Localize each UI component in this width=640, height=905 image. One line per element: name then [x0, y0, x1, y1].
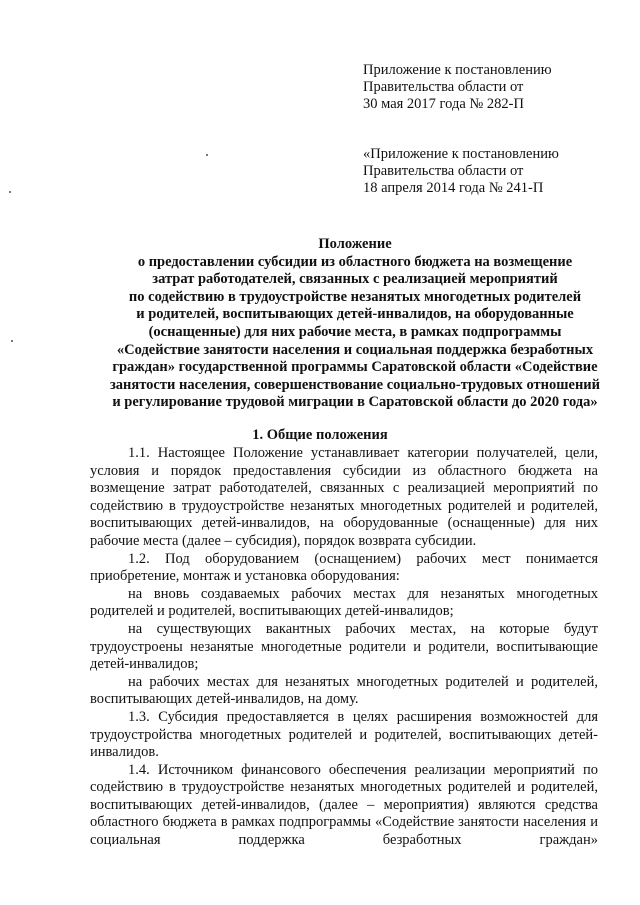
annex-current-reference: [363, 62, 552, 113]
annex-line: «Приложение к постановлению: [363, 146, 559, 162]
paragraph-1-1: 1.1. Настоящее Положение устанавливает категории получателей, цели, условия и порядок предоставления субсидии из областного бюджета на возмещение затрат работодателей, связанных с реализацией мероприятий по содействию в трудоустройстве незанятых многодетных родителей и родителей, воспитывающих детей-инвалидов, на оборудованные (оснащенные) для них рабочие места (далее – субсидия), порядок возврата субсидии.: [90, 445, 598, 549]
title-line: по содействию в трудоустройстве незанятых многодетных родителей: [128, 288, 582, 305]
title-line: затрат работодателей, связанных с реализацией мероприятий: [152, 271, 558, 288]
paragraph-list-item: на существующих вакантных рабочих местах, на которые будут трудоустроены незанятые многодетные родители и родители, воспитывающие детей-инвалидов;: [90, 620, 598, 673]
section-body: [90, 445, 598, 850]
paragraph-list-item: на вновь создаваемых рабочих местах для незанятых многодетных родителей и родителей, воспитывающих детей-инвалидов;: [90, 585, 598, 620]
annex-line: Правительства области от: [363, 79, 524, 95]
title-line: занятости населения, совершенствование социально-трудовых отношений: [109, 376, 601, 393]
title-line: (оснащенные) для них рабочие места, в рамках подпрограммы: [148, 323, 562, 340]
section-heading: 1. Общие положения: [252, 427, 388, 443]
paragraph-1-4: 1.4. Источником финансового обеспечения реализации мероприятий по содействию в трудоустройстве незанятых многодетных родителей и родителей, воспитывающих детей-инвалидов, (далее – мероприятия) являются средства областного бюджета в рамках подпрограммы «Содействие занятости населения и социальная поддержка безработных граждан»: [90, 761, 598, 849]
annex-line: Приложение к постановлению: [363, 62, 552, 78]
annex-previous-reference: [363, 146, 559, 197]
title-heading: Положение: [318, 236, 392, 252]
annex-line: 18 апреля 2014 года № 241-П: [363, 180, 544, 196]
title-line: и регулирование трудовой миграции в Саратовской области до 2020 года»: [112, 394, 598, 411]
annex-line: Правительства области от: [363, 163, 524, 179]
scan-speck: [9, 191, 11, 193]
title-line: о предоставлении субсидии из областного бюджета на возмещение: [137, 253, 573, 270]
paragraph-list-item: на рабочих местах для незанятых многодетных родителей и родителей, воспитывающих детей-инвалидов, на дому.: [90, 673, 598, 708]
scan-speck: [206, 154, 208, 156]
title-line: «Содействие занятости населения и социальная поддержка безработных: [116, 341, 594, 358]
title-line: граждан» государственной программы Саратовской области «Содействие: [112, 359, 598, 376]
document-title: [70, 236, 640, 412]
paragraph-1-3: 1.3. Субсидия предоставляется в целях расширения возможностей для трудоустройства многодетных родителей и родителей, воспитывающих детей-инвалидов.: [90, 708, 598, 761]
scan-speck: [11, 340, 13, 342]
annex-line: 30 мая 2017 года № 282-П: [363, 96, 524, 112]
paragraph-1-2: 1.2. Под оборудованием (оснащением) рабочих мест понимается приобретение, монтаж и установка оборудования:: [90, 550, 598, 585]
title-line: и родителей, воспитывающих детей-инвалидов, на оборудованные: [136, 306, 574, 323]
